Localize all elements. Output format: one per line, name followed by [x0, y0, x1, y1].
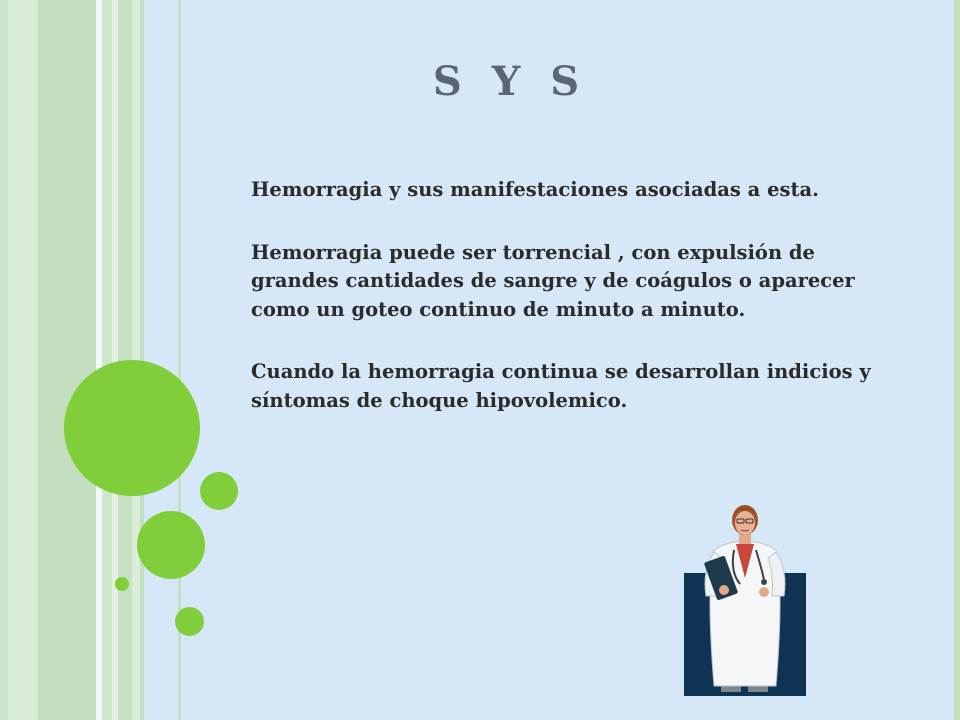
- paragraph-1: Hemorragia y sus manifestaciones asociadas a esta.: [251, 178, 819, 201]
- paragraph-2: Hemorragia puede ser torrencial , con expulsión de grandes cantidades de sangre y de coágulos o aparecer como un goteo continuo de minuto a minuto.: [251, 240, 855, 321]
- decorative-circle-small: [200, 472, 238, 510]
- paragraph-3: Cuando la hemorragia continua se desarrollan indicios y síntomas de choque hipovolemico.: [251, 360, 871, 412]
- decorative-circle-large: [64, 360, 200, 496]
- slide-body: [251, 176, 881, 449]
- right-edge-stripe: [954, 0, 960, 720]
- decorative-circle-small-2: [175, 607, 204, 636]
- doctor-woman-icon: [684, 500, 806, 696]
- decorative-stripes: [0, 0, 185, 720]
- decorative-circle-medium: [137, 511, 205, 579]
- decorative-circle-tiny: [115, 577, 129, 591]
- slide-title: S Y S: [432, 58, 588, 105]
